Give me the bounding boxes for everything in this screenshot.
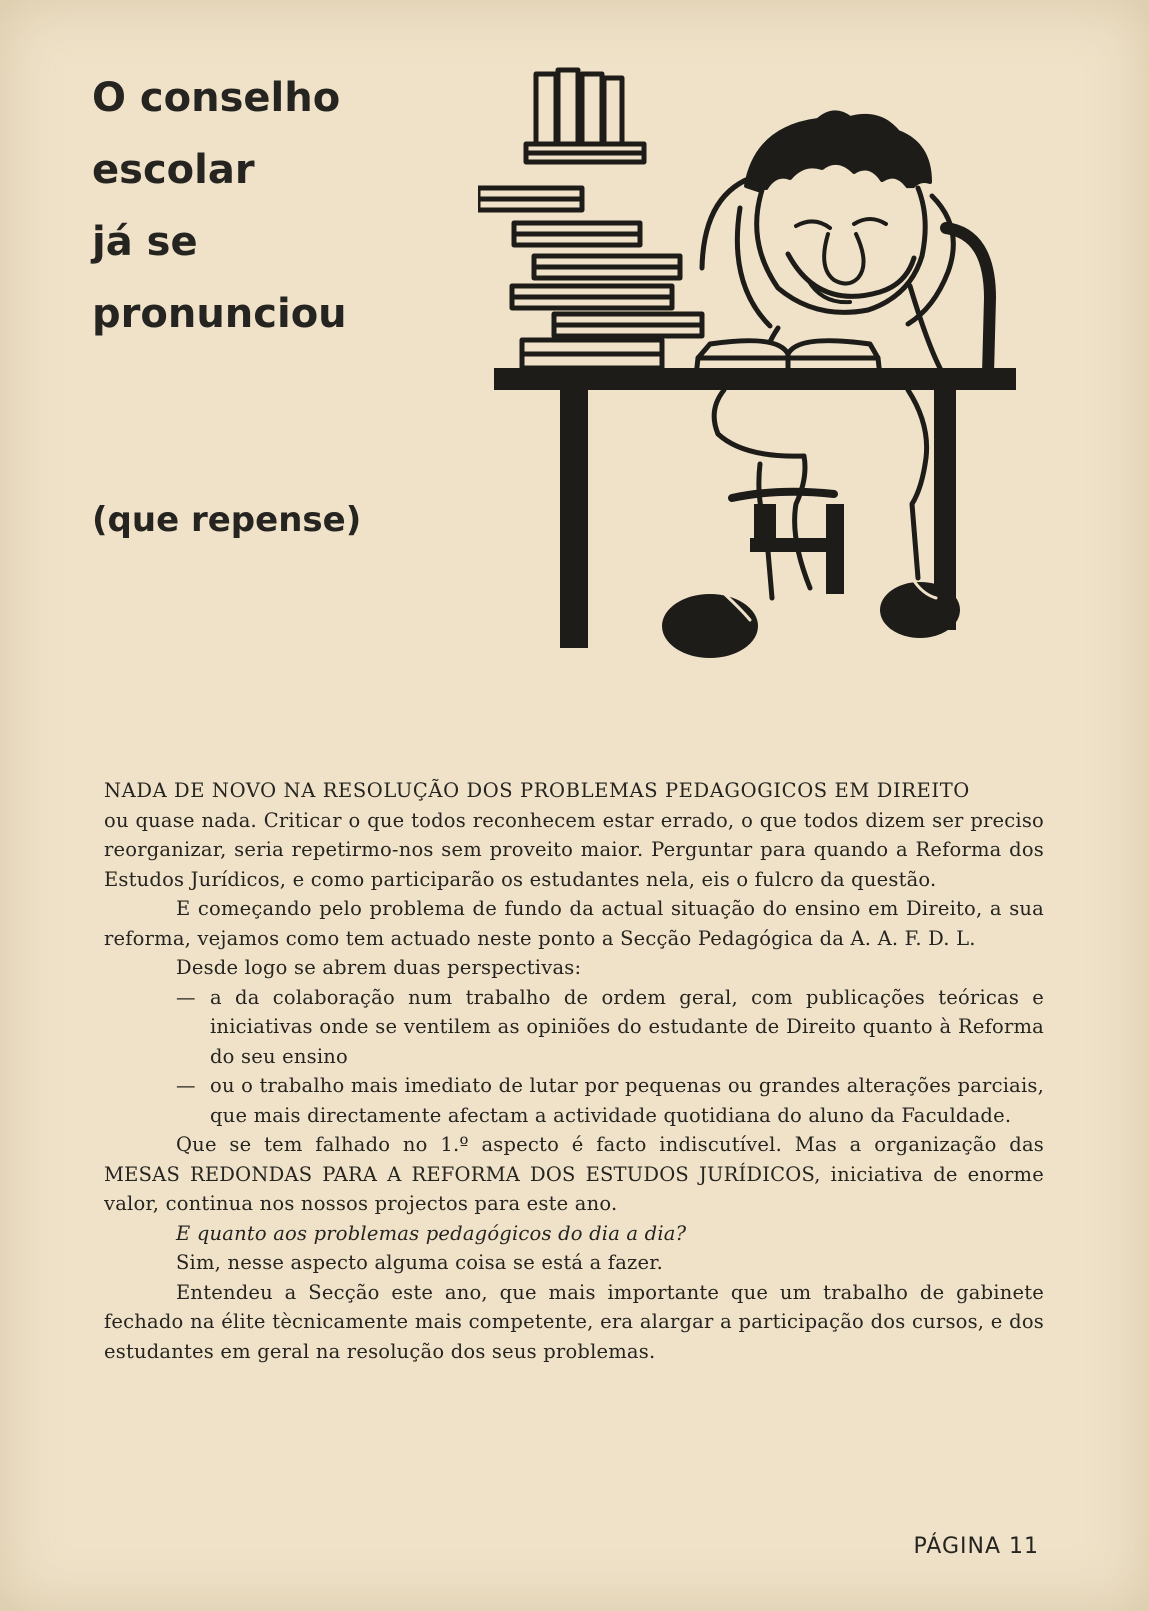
headline-line-4: pronunciou <box>92 291 347 337</box>
student-asleep-on-books-illustration <box>478 58 1046 688</box>
list-item <box>104 983 1044 1072</box>
standing-books-icon <box>526 70 644 162</box>
paragraph-3: Desde logo se abrem duas perspectivas: <box>176 956 582 979</box>
headline-line-2: escolar <box>92 147 255 193</box>
paragraph-2: E começando pelo problema de fundo da actual situação do ensino em Direito, a sua reforma, vejamos como tem actuado neste ponto a Secção Pedagógica da A. A. F. D. L. <box>104 897 1044 950</box>
headline-subtitle: (que repense) <box>92 500 362 540</box>
headline-line-1: O conselho <box>92 75 341 121</box>
headline <box>92 62 347 350</box>
paragraph-7: Entendeu a Secção este ano, que mais importante que um trabalho de gabinete fechado na élite tècnicamente mais competente, era alargar a participação dos cursos, e dos estudantes em geral na resolução dos seus problemas. <box>104 1280 1044 1363</box>
book-stack-icon <box>478 188 702 368</box>
list-item-text: a da colaboração num trabalho de ordem geral, com publicações teóricas e iniciativas onde se ventilem as opiniões do estudante de Direito quanto à Reforma do seu ensino <box>210 985 1044 1068</box>
list-item <box>104 1071 1044 1130</box>
headline-line-3: já se <box>92 219 198 265</box>
article-body <box>104 776 1044 1366</box>
dash-bullet: — <box>176 1074 196 1097</box>
dash-bullet: — <box>176 985 196 1009</box>
page-number: PÁGINA 11 <box>913 1534 1039 1559</box>
paragraph-4: Que se tem falhado no 1.º aspecto é facto indiscutível. Mas a organização das MESAS REDONDAS PARA A REFORMA DOS ESTUDOS JURÍDICOS, iniciativa de enorme valor, continua nos nossos projectos para este ano. <box>104 1133 1044 1215</box>
paragraph-1: ou quase nada. Criticar o que todos reconhecem estar errado, o que todos dizem ser preciso reorganizar, seria repetirmo-nos sem proveito maior. Perguntar para quando a Reforma dos Estudos Jurídicos, e como participarão os estudantes nela, eis o fulcro da questão. <box>104 808 1044 891</box>
paragraph-6: Sim, nesse aspecto alguma coisa se está a fazer. <box>176 1251 664 1274</box>
article-heading: NADA DE NOVO NA RESOLUÇÃO DOS PROBLEMAS PEDAGOGICOS EM DIREITO <box>104 779 970 802</box>
list-item-text: ou o trabalho mais imediato de lutar por pequenas ou grandes alterações parciais, que mais directamente afectam a actividade quotidiana do aluno da Faculdade. <box>210 1074 1044 1127</box>
paragraph-5: E quanto aos problemas pedagógicos do dia a dia? <box>176 1221 687 1245</box>
